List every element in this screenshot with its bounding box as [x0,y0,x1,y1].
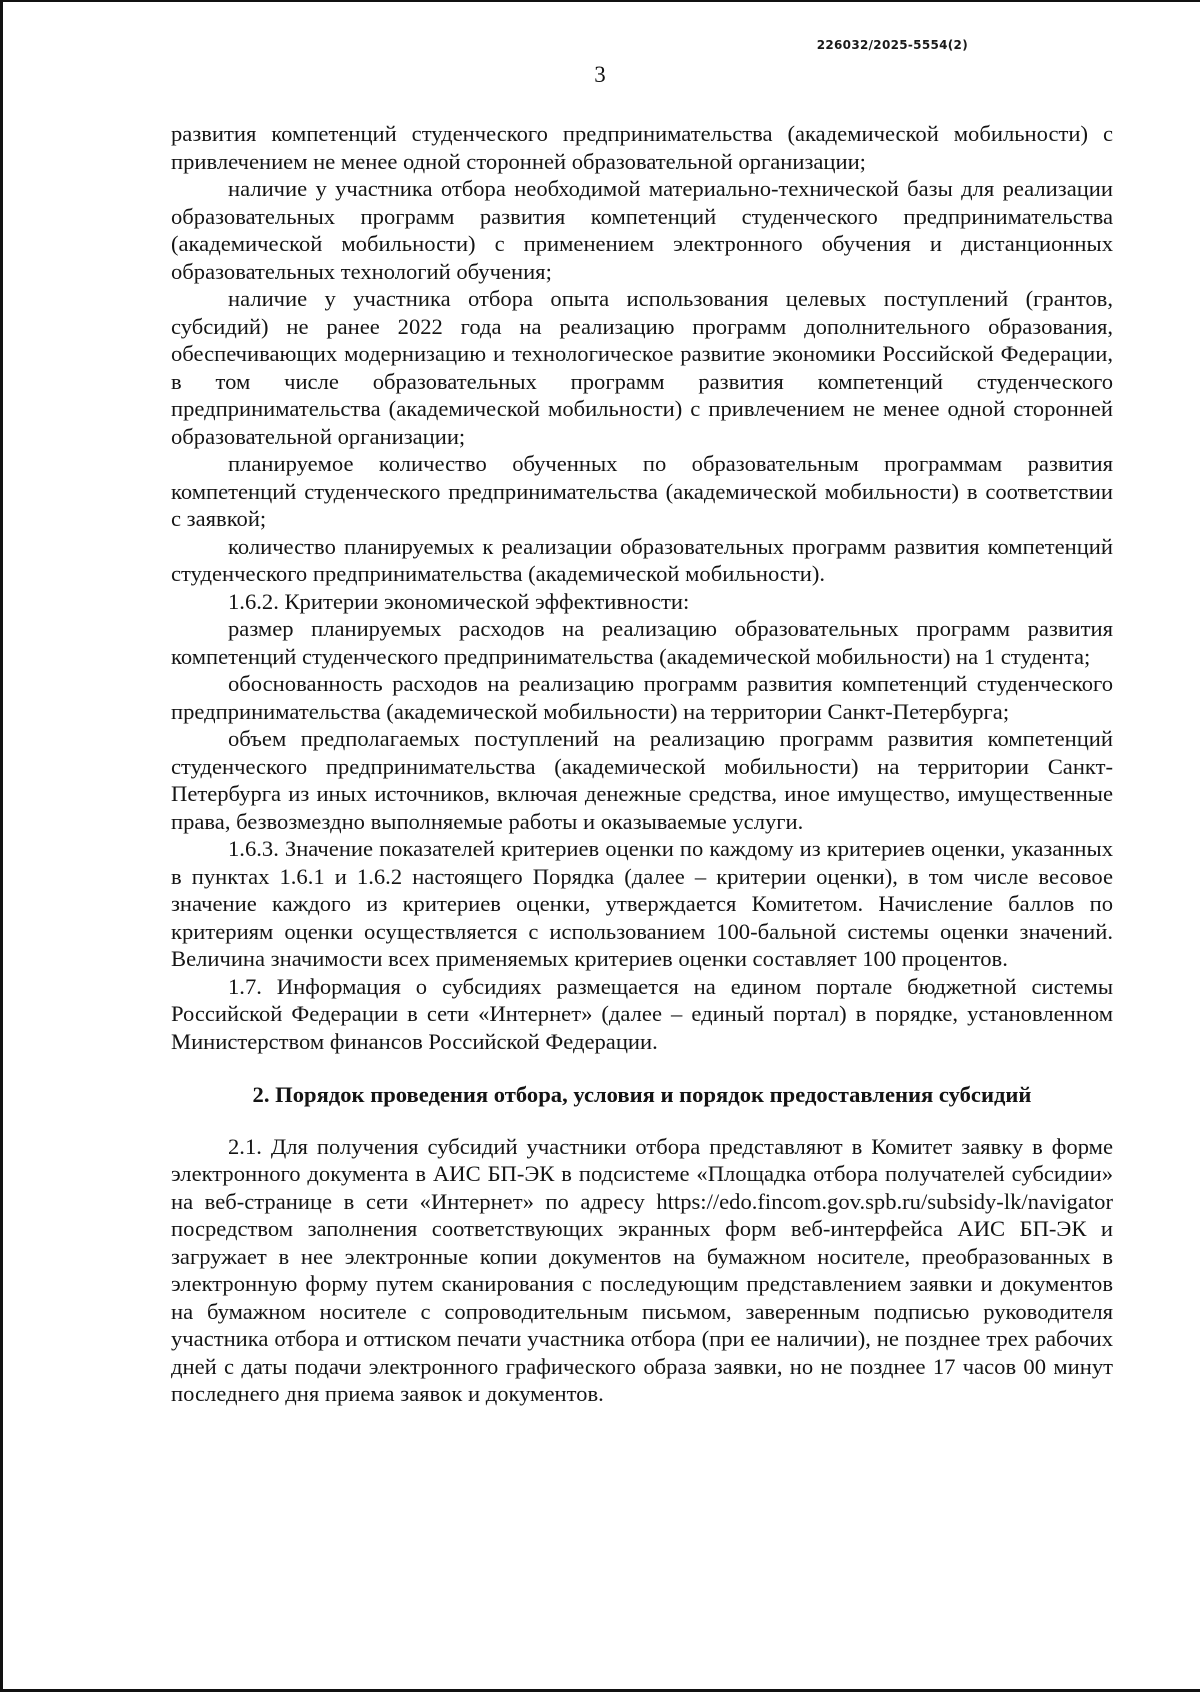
paragraph: 1.7. Информация о субсидиях размещается на едином портале бюджетной системы Российской Федерации в сети «Интернет» (далее – единый портал) в порядке, установленном Министерством финансов Российской Федерации. [171,973,1113,1054]
paragraph: развития компетенций студенческого предпринимательства (академической мобильности) с привлечением не менее одной сторонней образовательной организации; [171,121,1113,174]
paragraph: 2.1. Для получения субсидий участники отбора представляют в Комитет заявку в форме электронного документа в АИС БП-ЭК в подсистеме «Площадка отбора получателей субсидии» на веб-странице в сети «Интернет» по адресу https://edo.fincom.gov.spb.ru/subsidy-lk/navigator посредством заполнения соответствующих экранных форм веб-интерфейса АИС БП-ЭК и загружает в нее электронные копии документов на бумажном носителе, преобразованных в электронную форму путем сканирования с последующим представлением заявки и документов на бумажном носителе с сопроводительным письмом, заверенным подписью руководителя участника отбора и оттиском печати участника отбора (при ее наличии), не позднее трех рабочих дней с даты подачи электронного графического образа заявки, но не позднее 17 часов 00 минут последнего дня приема заявок и документов. [171,1133,1113,1406]
paragraph: количество планируемых к реализации образовательных программ развития компетенций студенческого предпринимательства (академической мобильности). [171,533,1113,586]
paragraph: 1.6.2. Критерии экономической эффективности: [228,588,690,614]
paragraph: наличие у участника отбора необходимой материально-технической базы для реализации образовательных программ развития компетенций студенческого предпринимательства (академической мобильности) с применением электронного обучения и дистанционных образовательных технологий обучения; [171,176,1113,284]
registration-number: 226032/2025-5554(2) [816,38,968,52]
scan-border-top [0,0,1200,2]
section-heading: 2. Порядок проведения отбора, условия и порядок предоставления субсидий [252,1082,1032,1107]
paragraph: наличие у участника отбора опыта использования целевых поступлений (грантов, субсидий) не ранее 2022 года на реализацию программ дополнительного образования, обеспечивающих модернизацию и технологическое развитие экономики Российской Федерации, в том числе образовательных программ развития компетенций студенческого предпринимательства (академической мобильности) с привлечением не менее одной сторонней образовательной организации; [171,286,1113,449]
paragraph: обоснованность расходов на реализацию программ развития компетенций студенческого предпринимательства (академической мобильности) на территории Санкт-Петербурга; [171,671,1113,724]
paragraph: объем предполагаемых поступлений на реализацию программ развития компетенций студенческого предпринимательства (академической мобильности) на территории Санкт-Петербурга из иных источников, включая денежные средства, иное имущество, имущественные права, безвозмездно выполняемые работы и оказываемые услуги. [171,726,1113,834]
paragraph: планируемое количество обученных по образовательным программам развития компетенций студенческого предпринимательства (академической мобильности) в соответствии с заявкой; [171,451,1113,531]
scan-border-left [0,0,3,1692]
paragraph: размер планируемых расходов на реализацию образовательных программ развития компетенций студенческого предпринимательства (академической мобильности) на 1 студента; [171,616,1113,669]
page-number: 3 [594,62,606,87]
paragraph: 1.6.3. Значение показателей критериев оценки по каждому из критериев оценки, указанных в пунктах 1.6.1 и 1.6.2 настоящего Порядка (далее – критерии оценки), в том числе весовое значение каждого из критериев оценки, утверждается Комитетом. Начисление баллов по критериям оценки осуществляется с использованием 100-бальной системы оценки значений. Величина значимости всех применяемых критериев оценки составляет 100 процентов. [171,836,1113,971]
document-body [171,120,1113,1408]
